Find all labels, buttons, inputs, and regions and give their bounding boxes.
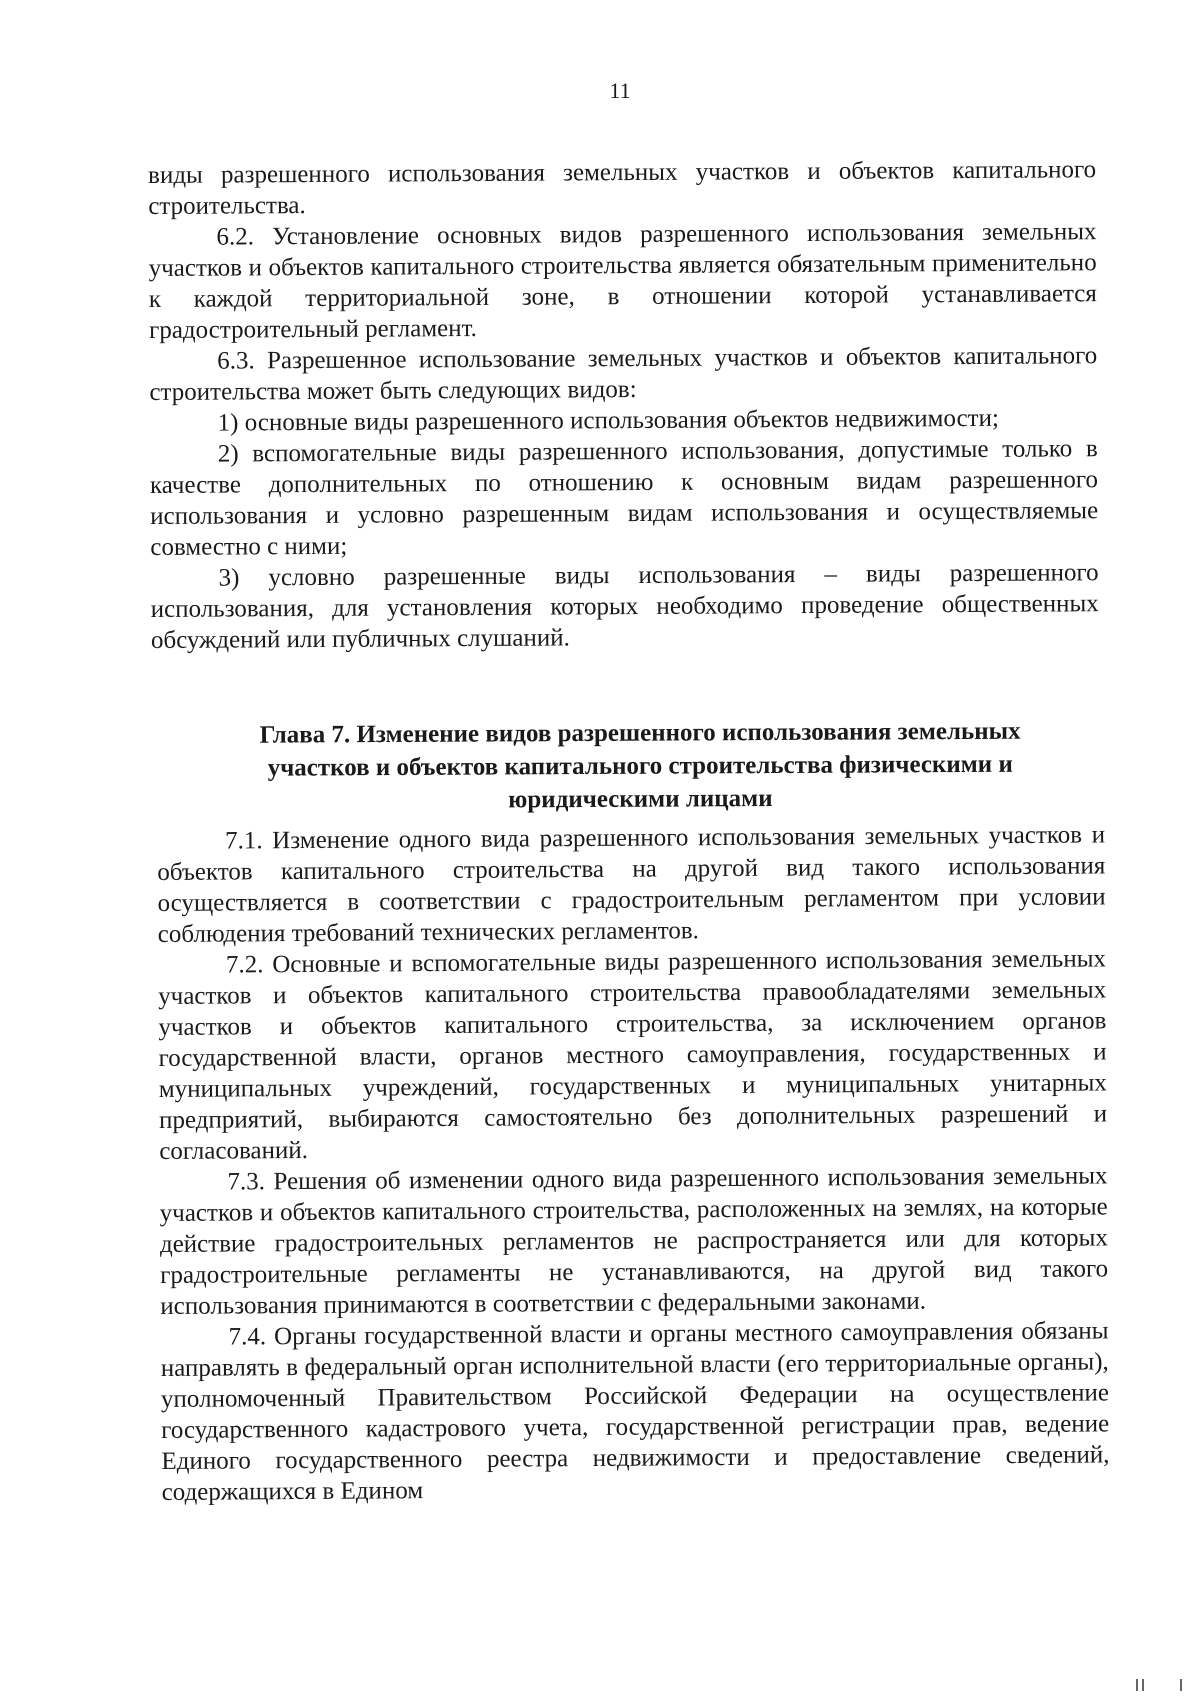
chapter-heading-line: юридическими лицами — [508, 785, 773, 814]
paragraph-continuation: виды разрешенного использования земельных участков и объектов капитального строительства. — [148, 156, 1097, 220]
scan-artifact — [1136, 1679, 1138, 1691]
scan-artifact — [1180, 1679, 1182, 1691]
paragraph-7-3: 7.3. Решения об изменении одного вида разрешенного использования земельных участков и объектов капитального строительства, расположенных на землях, на которые действие градостроительных регламентов не распространяется или для которых градостроительные регламенты не устанавливаются, на другой вид такого использования принимаются в соответствии с федеральными законами. — [159, 1162, 1109, 1320]
list-item-2: 2) вспомогательные виды разрешенного использования, допустимые только в качестве дополнительных по отношению к основным видам разрешенного использования и условно разрешенным видам использования и осуществляемые совместно с ними; — [149, 435, 1099, 561]
paragraph-7-1: 7.1. Изменение одного вида разрешенного использования земельных участков и объектов капитального строительства на другой вид такого использования осуществляется в соответствии с градостроительным регламентом при условии соблюдения требований технических регламентов. — [157, 821, 1106, 948]
paragraph-6-2: 6.2. Установление основных видов разрешенного использования земельных участков и объектов капитального строительства является обязательным применительно к каждой территориальной зоне, в отношении которой устанавливается градостроительный регламент. — [148, 218, 1097, 344]
chapter-heading-line: Глава 7. Изменение видов разрешенного использования земельных — [259, 717, 1021, 749]
chapter-heading-line: участков и объектов капитального строительства физическими и — [267, 750, 1013, 782]
bottom-text-block — [157, 819, 1110, 1508]
scan-artifact — [1142, 1679, 1144, 1691]
list-item-1: 1) основные виды разрешенного использования объектов недвижимости; — [217, 404, 999, 437]
paragraph-7-4: 7.4. Органы государственной власти и органы местного самоуправления обязаны направлять в федеральный орган исполнительной власти (его территориальные органы), уполномоченный Правительством Российской Федерации на осуществление государственного кадастрового учета, государственной регистрации прав, ведение Единого государственного реестра недвижимости и предоставление сведений, содержащихся в Едином — [160, 1317, 1110, 1506]
chapter-heading — [200, 714, 1081, 818]
top-text-block — [148, 154, 1099, 656]
list-item-3: 3) условно разрешенные виды использования – виды разрешенного использования, для установления которых необходимо проведение общественных обсуждений или публичных слушаний. — [150, 559, 1099, 654]
paragraph-6-3: 6.3. Разрешенное использование земельных участков и объектов капитального строительства может быть следующих видов: — [149, 342, 1098, 406]
page-number: 11 — [609, 78, 631, 103]
paragraph-7-2: 7.2. Основные и вспомогательные виды разрешенного использования земельных участков и объектов капитального строительства правообладателями земельных участков и объектов капитального строительства, за исключением органов государственной власти, органов местного самоуправления, государственных и муниципальных учреждений, государственных и муниципальных унитарных предприятий, выбираются самостоятельно без дополнительных разрешений и согласований. — [158, 945, 1108, 1165]
